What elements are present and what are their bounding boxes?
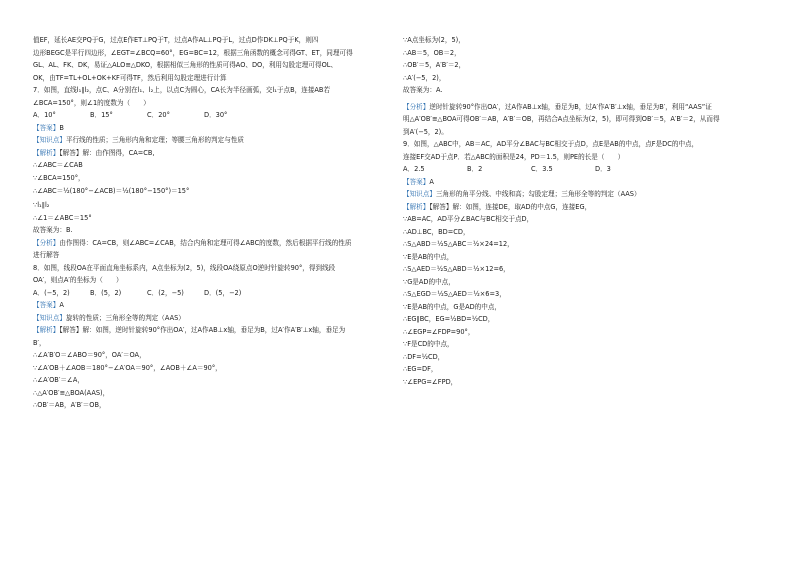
answer-line (33, 124, 388, 132)
text-line: ∴S△EGD＝½S△AED＝½×6=3， (403, 290, 506, 298)
text-line: ∴∠ABC＝½(180°−∠ACB)＝½(180°−150°)＝15° (33, 187, 190, 195)
text-line: ∴S△ABD＝½S△ABC＝½×24=12， (403, 240, 514, 248)
solution-line (403, 203, 758, 211)
text-line: ∴∠A′OB′＝∠A， (33, 376, 84, 385)
question-8-options (33, 289, 388, 297)
question-9-options (403, 165, 758, 173)
knowledge-text: 旋转的性质；三角形全等的判定（AAS） (65, 313, 185, 322)
option-d: D．(5，−2) (204, 288, 242, 297)
answer-tag: 【答案】 (403, 177, 430, 186)
left-column (33, 36, 388, 414)
text-line: ∵E是AB的中点， (403, 252, 454, 261)
solution-text: 【解答】解：如图，连接DE，取AD的中点G，连接EG， (429, 202, 592, 211)
text-line: ∴OB′＝AB，A′B′＝OB， (33, 401, 106, 410)
option-a: A．10° (33, 111, 56, 119)
question-8-stem: OA′，则点A′的坐标为（ ） (33, 276, 123, 285)
option-c: C．20° (147, 111, 170, 119)
option-b: B．15° (90, 111, 113, 119)
right-column (403, 36, 758, 390)
option-d: D．30° (204, 111, 228, 119)
solution-tag: 【解析】 (403, 202, 430, 211)
text-line: 明△A′OB′≌△BOA可得OB′＝AB，A′B′＝OB，再结合A点坐标为(2，5)，即可得到OB′＝5，A′B′＝2，从而得 (403, 115, 720, 123)
text-line: ∴∠EGP=∠FDP=90°， (403, 327, 475, 336)
solution-line (33, 149, 388, 157)
text-line: ∵∠A′OB＋∠AOB＝180°−∠A′OA＝90°，∠AOB＋∠A＝90°， (33, 363, 222, 372)
text-line: ∵G是AD的中点， (403, 277, 455, 286)
text-line: B′， (33, 338, 46, 347)
knowledge-tag: 【知识点】 (33, 136, 66, 144)
question-7-stem: 7．如图，直线l₁∥l₂，点C、A分别在l₁、l₂上，以点C为圆心，CA长为半径画弧，交l₁于点B，连接AB若 (33, 86, 331, 94)
text-line: ∴EG=DF， (403, 365, 438, 373)
question-7-stem: ∠BCA=150°，则∠1的度数为（ ） (33, 98, 150, 107)
text-line: 值EF，延长AE交PQ于G，过点E作ET⊥PQ于T，过点A作AL⊥PQ于L，过点D作DK⊥PQ于K，则四 (33, 36, 319, 44)
answer-tag: 【答案】 (33, 301, 60, 310)
text-line: ∵∠BCA=150°， (33, 173, 85, 182)
answer-value: A (59, 301, 64, 310)
analysis-line (33, 239, 388, 247)
knowledge-tag: 【知识点】 (33, 313, 66, 322)
question-9-stem: 9．如图，△ABC中，AB＝AC，AD平分∠BAC与BC相交于点D，点E是AB的中点，点F是DC的中点， (403, 140, 699, 148)
option-d: D．3 (595, 165, 611, 173)
text-line: GL、AL、FK、DK，易证△ALO≌△DKO，根据相似三角形的性质可得AO、DO，利用勾股定理可得OL、 (33, 61, 338, 69)
text-line: ∴DF=½CD， (403, 352, 445, 361)
answer-line (33, 301, 388, 309)
analysis-tag: 【分析】 (33, 238, 60, 247)
knowledge-text: 平行线的性质；三角形内角和定理；等腰三角形的判定与性质 (65, 136, 244, 144)
knowledge-line (33, 136, 388, 144)
text-line: ∴OB′＝5，A′B′＝2， (403, 61, 466, 69)
analysis-tag: 【分析】 (403, 102, 430, 111)
knowledge-line (33, 314, 388, 322)
option-a: A．2.5 (403, 165, 425, 173)
solution-line (33, 326, 388, 334)
text-line: ∴△A′OB′≌△BOA(AAS)， (33, 388, 110, 397)
analysis-line (403, 103, 758, 111)
option-c: C．(2，−5) (147, 288, 184, 297)
text-line: ∵∠EPG=∠FPD， (403, 377, 458, 386)
answer-value: A (429, 177, 434, 186)
text-line: ∵A点坐标为(2，5)， (403, 36, 465, 44)
answer-line (403, 178, 758, 186)
option-c: C．3.5 (531, 165, 553, 173)
text-line: ∵F是CD的中点， (403, 340, 454, 348)
text-line: 故答案为：B. (33, 226, 73, 235)
solution-tag: 【解析】 (33, 326, 60, 335)
analysis-text: 由作图得：CA=CB，则∠ABC=∠CAB，结合内角和定理可得∠ABC的度数，然后根据平行线的性质 (59, 238, 352, 247)
text-line: 进行解答 (33, 251, 60, 260)
text-line: ∴∠1＝∠ABC＝15° (33, 213, 92, 222)
question-9-stem: 连接EF交AD于点P．若△ABC的面积是24，PD＝1.5，则PE的长是（ ） (403, 152, 625, 161)
solution-text: 【解答】解：如图，逆时针旋转90°作出OA′，过A作AB⊥x轴，垂足为B，过A′作A′B′⊥x轴，垂足为 (59, 326, 346, 335)
text-line: 边形BEGC是平行四边形，∠EGT=∠BCQ=60°，EG=BC=12，根据三角函数的概念可得GT、ET，同理可得 (33, 48, 353, 57)
analysis-text: 逆时针旋转90°作出OA′，过A作AB⊥x轴，垂足为B，过A′作A′B′⊥x轴，垂足为B′，利用“AAS”证 (429, 102, 712, 111)
knowledge-text: 三角形的角平分线、中线和高；勾股定理；三角形全等的判定（AAS） (435, 190, 641, 198)
solution-tag: 【解析】 (33, 148, 60, 157)
text-line: ∴S△AED＝½S△ABD＝½×12=6， (403, 265, 510, 273)
answer-tag: 【答案】 (33, 123, 60, 132)
text-line: ∴AD⊥BC，BD=CD， (403, 227, 470, 236)
text-line: 到A′(−5，2)。 (403, 127, 448, 136)
knowledge-line (403, 190, 758, 198)
solution-text: 【解答】解：由作图得，CA=CB, (59, 148, 155, 157)
text-line: ∴EG∥BC，EG=½BD=½CD， (403, 315, 495, 323)
text-line: ∵AB=AC，AD平分∠BAC与BC相交于点D， (403, 215, 534, 223)
question-8-stem: 8．如图，线段OA在平面直角坐标系内，A点坐标为(2，5)，线段OA绕原点O逆时针旋转90°，得到线段 (33, 263, 336, 272)
text-line: ∵E是AB的中点，G是AD的中点， (403, 302, 502, 311)
text-line: ∴A′(−5，2)， (403, 73, 446, 82)
text-line: ∴∠A′B′O＝∠ABO＝90°，OA′＝OA， (33, 351, 146, 360)
option-b: B．(5，2) (90, 288, 122, 297)
text-line: OK，由TF=TL+OL+OK+KF可得TF，然后利用勾股定理进行计算 (33, 73, 227, 82)
answer-value: B (59, 123, 64, 132)
text-line: 故答案为：A. (403, 86, 443, 94)
knowledge-tag: 【知识点】 (403, 190, 436, 198)
text-line: ∴∠ABC＝∠CAB (33, 161, 83, 169)
option-a: A．(−5，2) (33, 288, 70, 297)
text-line: ∵l₁∥l₂ (33, 201, 50, 210)
text-line: ∴AB＝5，OB＝2， (403, 48, 461, 57)
option-b: B．2 (467, 165, 483, 173)
question-7-options (33, 111, 388, 119)
